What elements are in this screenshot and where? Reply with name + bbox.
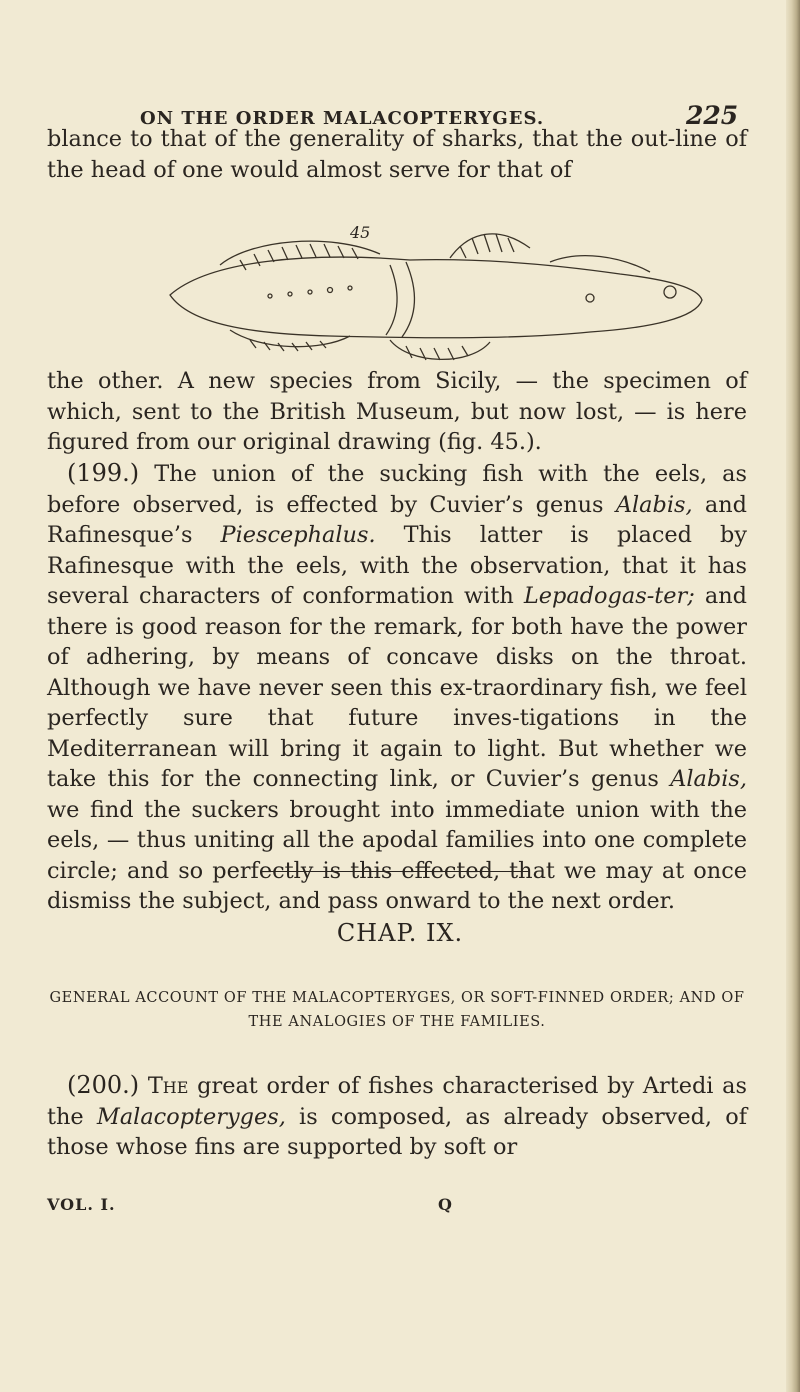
page-number: 225: [686, 101, 739, 130]
genus-name: Piescephalus.: [220, 522, 376, 548]
paragraph-text: the other. A new species from Sicily, — the specimen of which, sent to the British Museum, but now lost, — is here figured from our original drawing (fig. 45.).: [47, 368, 747, 455]
genus-name: Alabis,: [670, 766, 747, 792]
order-name: Malacopteryges,: [96, 1103, 286, 1130]
paragraph-number: (200.): [67, 1071, 140, 1099]
paragraph-text: is composed, as already observed, of those whose fins are supported by soft or: [47, 1103, 747, 1160]
genus-name: Lepadogas-ter;: [523, 583, 695, 609]
paragraph-continued: [47, 124, 747, 185]
paragraph-text: and Rafinesque’s: [47, 491, 748, 548]
chapter-heading: CHAP. IX.: [336, 919, 464, 947]
paragraph-figure-caption: [47, 366, 747, 458]
running-head: ON THE ORDER MALACOPTERYGES.: [140, 108, 545, 129]
paragraph-text: great order of fishes characterised by Artedi as the: [47, 1073, 747, 1130]
lead-word: The: [147, 1073, 189, 1099]
chapter-subtitle: GENERAL ACCOUNT OF THE MALACOPTERYGES, OR SOFT-FINNED ORDER; AND OF THE ANALOGIES OF THE FAMILIES.: [49, 990, 745, 1030]
paragraph-text: we find the suckers brought into immediate union with the eels, — thus uniting all the apodal families into one complete circle; and so perfectly is this effected, that we may at once dismiss the subject, and pass onward to the next order.: [47, 796, 747, 914]
genus-name: Alabis,: [615, 491, 693, 518]
book-page-edge: [786, 0, 800, 1392]
figure-label: 45: [350, 223, 371, 242]
signature-mark: Q: [438, 1195, 453, 1214]
paragraph-200: [47, 1070, 747, 1163]
volume-mark: VOL. I.: [47, 1195, 116, 1214]
paragraph-text: The union of the sucking fish with the eels, as before observed, is effected by Cuvier’s genus: [47, 461, 747, 518]
paragraph-text: and there is good reason for the remark, for both have the power of adhering, by means of concave disks on the throat. Although we have never seen this ex-traordinary fish, we feel perfectly sure that future inves-tigations in the Mediterranean will bring it again to light. But whether we take this for the connecting link, or Cuvier’s genus: [47, 583, 748, 792]
section-divider: [270, 871, 530, 872]
paragraph-199: [47, 458, 747, 917]
paragraph-text: blance to that of the generality of sharks, that the out-line of the head of one would almost serve for that of: [47, 126, 747, 183]
paragraph-text: This latter is placed by Rafinesque with the eels, with the observation, that it has several characters of conformation with: [47, 522, 747, 609]
paragraph-number: (199.): [67, 459, 140, 487]
fish-figure: [150, 220, 710, 370]
